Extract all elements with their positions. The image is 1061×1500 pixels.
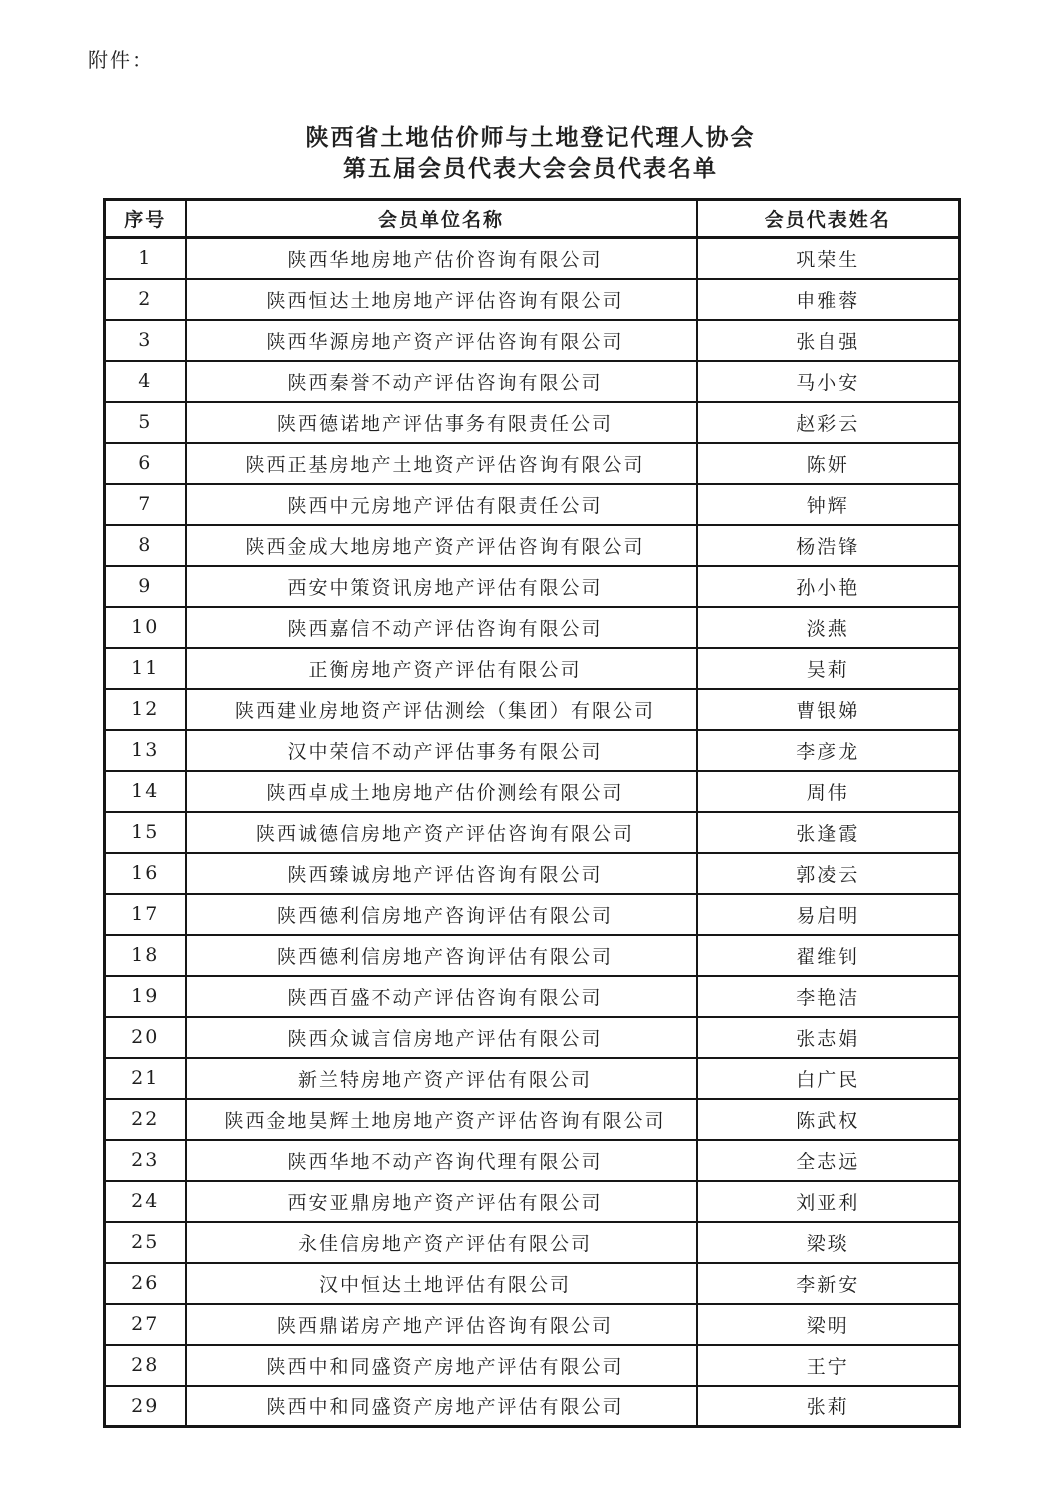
table-row xyxy=(105,1304,960,1345)
company-name-cell: 陕西臻诚房地产评估咨询有限公司 xyxy=(186,853,697,894)
serial-number-cell: 13 xyxy=(105,730,186,771)
serial-number-cell: 27 xyxy=(105,1304,186,1345)
serial-number-cell: 16 xyxy=(105,853,186,894)
company-name-cell: 陕西正基房地产土地资产评估咨询有限公司 xyxy=(186,443,697,484)
company-name-cell: 陕西诚德信房地产资产评估咨询有限公司 xyxy=(186,812,697,853)
attachment-label: 附件： xyxy=(88,48,154,72)
representative-name-cell: 张逢霞 xyxy=(697,812,960,853)
representative-name-cell: 张莉 xyxy=(697,1386,960,1427)
representative-name-cell: 梁明 xyxy=(697,1304,960,1345)
company-name-cell: 陕西华地房地产估价咨询有限公司 xyxy=(186,238,697,279)
representative-name-cell: 赵彩云 xyxy=(697,402,960,443)
serial-number-cell: 29 xyxy=(105,1386,186,1427)
header-company-name: 会员单位名称 xyxy=(186,200,697,238)
table-row xyxy=(105,648,960,689)
serial-number-cell: 15 xyxy=(105,812,186,853)
table-row xyxy=(105,238,960,279)
header-serial-number: 序号 xyxy=(105,200,186,238)
table-row xyxy=(105,771,960,812)
representative-name-cell: 王宁 xyxy=(697,1345,960,1386)
company-name-cell: 陕西德利信房地产咨询评估有限公司 xyxy=(186,894,697,935)
serial-number-cell: 26 xyxy=(105,1263,186,1304)
table-row xyxy=(105,361,960,402)
table-row xyxy=(105,402,960,443)
member-roster-table xyxy=(103,198,961,1428)
table-row xyxy=(105,1099,960,1140)
company-name-cell: 西安亚鼎房地产资产评估有限公司 xyxy=(186,1181,697,1222)
company-name-cell: 陕西德利信房地产咨询评估有限公司 xyxy=(186,935,697,976)
serial-number-cell: 8 xyxy=(105,525,186,566)
table-row xyxy=(105,525,960,566)
company-name-cell: 汉中荣信不动产评估事务有限公司 xyxy=(186,730,697,771)
company-name-cell: 陕西建业房地资产评估测绘（集团）有限公司 xyxy=(186,689,697,730)
serial-number-cell: 10 xyxy=(105,607,186,648)
company-name-cell: 正衡房地产资产评估有限公司 xyxy=(186,648,697,689)
table-row xyxy=(105,1386,960,1427)
serial-number-cell: 19 xyxy=(105,976,186,1017)
representative-name-cell: 翟维钊 xyxy=(697,935,960,976)
table-row xyxy=(105,1181,960,1222)
serial-number-cell: 20 xyxy=(105,1017,186,1058)
table-row xyxy=(105,607,960,648)
representative-name-cell: 周伟 xyxy=(697,771,960,812)
representative-name-cell: 巩荣生 xyxy=(697,238,960,279)
representative-name-cell: 张志娟 xyxy=(697,1017,960,1058)
serial-number-cell: 3 xyxy=(105,320,186,361)
serial-number-cell: 5 xyxy=(105,402,186,443)
representative-name-cell: 梁琰 xyxy=(697,1222,960,1263)
table-row xyxy=(105,730,960,771)
table-row xyxy=(105,1345,960,1386)
table-row xyxy=(105,935,960,976)
representative-name-cell: 陈妍 xyxy=(697,443,960,484)
company-name-cell: 陕西华源房地产资产评估咨询有限公司 xyxy=(186,320,697,361)
representative-name-cell: 白广民 xyxy=(697,1058,960,1099)
company-name-cell: 陕西秦誉不动产评估咨询有限公司 xyxy=(186,361,697,402)
representative-name-cell: 郭凌云 xyxy=(697,853,960,894)
table-row xyxy=(105,1222,960,1263)
company-name-cell: 陕西百盛不动产评估咨询有限公司 xyxy=(186,976,697,1017)
table-row xyxy=(105,689,960,730)
header-representative-name: 会员代表姓名 xyxy=(697,200,960,238)
table-row xyxy=(105,894,960,935)
representative-name-cell: 淡燕 xyxy=(697,607,960,648)
company-name-cell: 西安中策资讯房地产评估有限公司 xyxy=(186,566,697,607)
representative-name-cell: 吴莉 xyxy=(697,648,960,689)
serial-number-cell: 4 xyxy=(105,361,186,402)
serial-number-cell: 28 xyxy=(105,1345,186,1386)
serial-number-cell: 17 xyxy=(105,894,186,935)
serial-number-cell: 2 xyxy=(105,279,186,320)
representative-name-cell: 杨浩锋 xyxy=(697,525,960,566)
serial-number-cell: 7 xyxy=(105,484,186,525)
company-name-cell: 陕西恒达土地房地产评估咨询有限公司 xyxy=(186,279,697,320)
serial-number-cell: 9 xyxy=(105,566,186,607)
serial-number-cell: 6 xyxy=(105,443,186,484)
company-name-cell: 永佳信房地产资产评估有限公司 xyxy=(186,1222,697,1263)
serial-number-cell: 14 xyxy=(105,771,186,812)
company-name-cell: 陕西中和同盛资产房地产评估有限公司 xyxy=(186,1345,697,1386)
representative-name-cell: 刘亚利 xyxy=(697,1181,960,1222)
member-table-body xyxy=(105,238,960,1427)
serial-number-cell: 21 xyxy=(105,1058,186,1099)
serial-number-cell: 11 xyxy=(105,648,186,689)
company-name-cell: 陕西众诚言信房地产评估有限公司 xyxy=(186,1017,697,1058)
serial-number-cell: 24 xyxy=(105,1181,186,1222)
table-row xyxy=(105,279,960,320)
company-name-cell: 陕西鼎诺房产地产评估咨询有限公司 xyxy=(186,1304,697,1345)
serial-number-cell: 25 xyxy=(105,1222,186,1263)
table-row xyxy=(105,976,960,1017)
representative-name-cell: 李彦龙 xyxy=(697,730,960,771)
document-title-line1: 陕西省土地估价师与土地登记代理人协会 xyxy=(305,124,756,151)
company-name-cell: 陕西中元房地产评估有限责任公司 xyxy=(186,484,697,525)
table-row xyxy=(105,320,960,361)
table-row xyxy=(105,853,960,894)
representative-name-cell: 李艳洁 xyxy=(697,976,960,1017)
table-row xyxy=(105,1140,960,1181)
representative-name-cell: 马小安 xyxy=(697,361,960,402)
company-name-cell: 陕西德诺地产评估事务有限责任公司 xyxy=(186,402,697,443)
company-name-cell: 陕西金成大地房地产资产评估咨询有限公司 xyxy=(186,525,697,566)
company-name-cell: 汉中恒达土地评估有限公司 xyxy=(186,1263,697,1304)
table-row xyxy=(105,1058,960,1099)
representative-name-cell: 曹银娣 xyxy=(697,689,960,730)
table-row xyxy=(105,484,960,525)
company-name-cell: 陕西中和同盛资产房地产评估有限公司 xyxy=(186,1386,697,1427)
table-row xyxy=(105,812,960,853)
representative-name-cell: 申雅蓉 xyxy=(697,279,960,320)
representative-name-cell: 钟辉 xyxy=(697,484,960,525)
representative-name-cell: 全志远 xyxy=(697,1140,960,1181)
representative-name-cell: 易启明 xyxy=(697,894,960,935)
member-table-header xyxy=(105,200,960,238)
table-row xyxy=(105,1263,960,1304)
company-name-cell: 陕西金地昊辉土地房地产资产评估咨询有限公司 xyxy=(186,1099,697,1140)
company-name-cell: 陕西嘉信不动产评估咨询有限公司 xyxy=(186,607,697,648)
table-row xyxy=(105,1017,960,1058)
header-row xyxy=(105,200,960,238)
company-name-cell: 新兰特房地产资产评估有限公司 xyxy=(186,1058,697,1099)
serial-number-cell: 22 xyxy=(105,1099,186,1140)
serial-number-cell: 1 xyxy=(105,238,186,279)
document-title-line2: 第五届会员代表大会会员代表名单 xyxy=(343,155,718,182)
company-name-cell: 陕西卓成土地房地产估价测绘有限公司 xyxy=(186,771,697,812)
serial-number-cell: 23 xyxy=(105,1140,186,1181)
representative-name-cell: 张自强 xyxy=(697,320,960,361)
table-row xyxy=(105,443,960,484)
representative-name-cell: 李新安 xyxy=(697,1263,960,1304)
company-name-cell: 陕西华地不动产咨询代理有限公司 xyxy=(186,1140,697,1181)
representative-name-cell: 孙小艳 xyxy=(697,566,960,607)
table-row xyxy=(105,566,960,607)
serial-number-cell: 18 xyxy=(105,935,186,976)
representative-name-cell: 陈武权 xyxy=(697,1099,960,1140)
serial-number-cell: 12 xyxy=(105,689,186,730)
title-block xyxy=(0,122,1061,184)
